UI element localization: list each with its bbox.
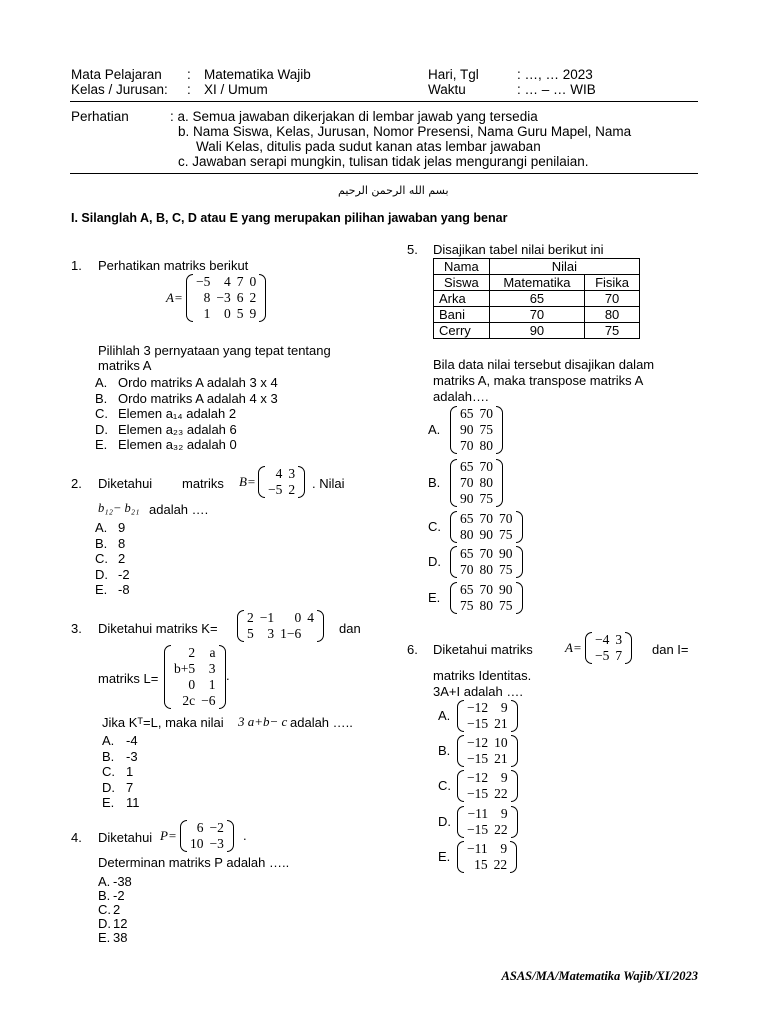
option-text[interactable]: -3 (126, 748, 138, 764)
q6-stem: Diketahui matriks (433, 642, 533, 657)
option-letter[interactable]: D. (98, 916, 111, 931)
matrix-bracket (511, 770, 518, 802)
option-text[interactable]: Elemen a₃₂ adalah 0 (118, 437, 237, 452)
section-title: I. Silanglah A, B, C, D atau E yang merupakan pilihan jawaban yang benar (71, 211, 508, 225)
matrix-cell: b+5 (174, 661, 196, 676)
table-header-name: Nama (434, 259, 490, 275)
matrix-cell: 75 (499, 562, 513, 577)
matrix-bracket (457, 806, 464, 838)
table-cell: Bani (434, 307, 490, 323)
matrix-cell: 80 (479, 562, 493, 577)
option-matrix[interactable] (450, 546, 523, 578)
matrix-cell: 70 (479, 459, 493, 474)
matrix-cell: −2 (209, 820, 224, 835)
matrix-cell: 10 (494, 735, 508, 750)
matrix-cell: 4 (307, 610, 314, 625)
option-letter[interactable]: A. (428, 422, 441, 437)
option-matrix[interactable] (457, 770, 518, 802)
q1-stem: Perhatikan matriks berikut (98, 258, 249, 273)
class-value: XI / Umum (204, 82, 268, 97)
option-letter[interactable]: E. (95, 582, 108, 597)
matrix-cell: 9 (249, 306, 257, 321)
q2-stem: Diketahui (98, 476, 153, 491)
option-matrix[interactable] (457, 806, 518, 838)
period: . (226, 668, 230, 683)
matrix-cell: 10 (190, 836, 204, 851)
matrix-cell: 70 (479, 582, 493, 597)
q3-stem: adalah ….. (290, 715, 353, 730)
time-label: Waktu (428, 82, 466, 97)
matrix-cell: 80 (479, 598, 493, 613)
q6-stem: 3A+I adalah …. (433, 684, 523, 699)
matrix-cell: 90 (499, 582, 513, 597)
matrix-bracket (511, 806, 518, 838)
matrix-cell: 0 (294, 610, 302, 625)
notice-a: : a. Semua jawaban dikerjakan di lembar jawab yang tersedia (170, 109, 538, 124)
table-header-name2: Siswa (434, 275, 490, 291)
option-letter[interactable]: A. (438, 708, 451, 723)
matrix-cell: 70 (460, 562, 474, 577)
option-letter[interactable]: E. (102, 795, 115, 810)
option-matrix[interactable] (450, 459, 503, 507)
q3-stem: Jika Kᵀ=L, maka nilai (102, 715, 224, 730)
matrix-bracket (496, 459, 503, 507)
q6-matrix (585, 632, 632, 664)
q3-stem: dan (339, 621, 361, 636)
matrix-cell: 2c (182, 693, 196, 708)
option-text[interactable]: Ordo matriks A adalah 3 x 4 (118, 375, 278, 390)
table-header-nilai: Nilai (489, 259, 639, 275)
option-letter[interactable]: B. (102, 748, 115, 764)
matrix-bracket (585, 632, 592, 664)
table-cell: Arka (434, 291, 490, 307)
matrix-cell: −5 (196, 274, 211, 289)
matrix-cell: −6 (201, 693, 216, 708)
q6-stem: matriks Identitas. (433, 668, 532, 683)
matrix-bracket (450, 582, 457, 614)
option-matrix[interactable] (450, 406, 503, 454)
colon: : (187, 67, 191, 82)
option-matrix[interactable] (457, 735, 518, 767)
matrix-cell: 9 (500, 700, 508, 715)
matrix-cell: 22 (493, 857, 508, 872)
matrix-cell: 22 (494, 822, 508, 837)
matrix-cell: 4 (275, 466, 283, 481)
notice-b2: Wali Kelas, ditulis pada sudut kanan atas lembar jawaban (196, 139, 541, 154)
table-cell: 90 (489, 323, 584, 339)
q2-matrix (258, 466, 305, 498)
matrix-cell: 75 (499, 527, 513, 542)
matrix-cell: 8 (203, 290, 211, 305)
option-letter[interactable]: C. (95, 551, 108, 566)
matrix-cell: 9 (500, 806, 508, 821)
table-cell: 70 (585, 291, 640, 307)
matrix-cell: 75 (479, 491, 493, 506)
matrix-cell: 3 (267, 626, 275, 641)
subject-value: Matematika Wajib (204, 67, 311, 82)
q4-matrix (180, 820, 234, 852)
option-letter[interactable]: A. (95, 520, 108, 535)
notice-divider (70, 173, 698, 174)
option-text[interactable]: -4 (126, 733, 138, 748)
q1-stem2: Pilihlah 3 pernyataan yang tepat tentang (98, 343, 331, 358)
matrix-cell: 22 (494, 786, 508, 801)
matrix-cell: 2 (247, 610, 254, 625)
matrix-cell: 80 (460, 527, 474, 542)
matrix-cell: 90 (499, 546, 513, 561)
option-letter[interactable]: B. (438, 743, 451, 758)
option-matrix[interactable] (457, 841, 517, 873)
q1-matrix (186, 274, 266, 322)
matrix-cell: 9 (500, 841, 508, 856)
matrix-cell: 3 (208, 661, 216, 676)
matrix-bracket (510, 841, 517, 873)
matrix-bracket (625, 632, 632, 664)
q5-number: 5. (407, 242, 418, 257)
matrix-cell: −3 (216, 290, 231, 305)
q3-matrix-l (164, 645, 226, 709)
matrix-bracket (258, 466, 265, 498)
matrix-bracket (516, 511, 523, 543)
matrix-cell: 80 (479, 438, 493, 453)
table-cell: 75 (585, 323, 640, 339)
matrix-cell: 70 (479, 546, 493, 561)
matrix-bracket (511, 700, 518, 732)
matrix-bracket (457, 841, 464, 873)
matrix-cell: −12 (467, 700, 489, 715)
matrix-bracket (219, 645, 226, 709)
option-letter[interactable]: C. (428, 519, 441, 534)
q4-matrix-name: P= (160, 828, 177, 843)
matrix-bracket (457, 700, 464, 732)
matrix-bracket (516, 546, 523, 578)
option-text[interactable]: 12 (113, 916, 128, 931)
matrix-bracket (457, 735, 464, 767)
matrix-bracket (457, 770, 464, 802)
option-text[interactable]: Elemen a₁₄ adalah 2 (118, 406, 237, 421)
matrix-bracket (180, 820, 187, 852)
matrix-cell: 0 (249, 274, 257, 289)
matrix-bracket (186, 274, 193, 322)
matrix-cell: 7 (236, 274, 244, 289)
matrix-bracket (164, 645, 171, 709)
matrix-bracket (450, 546, 457, 578)
matrix-cell: 7 (615, 648, 623, 663)
matrix-cell: 3 (288, 466, 296, 481)
matrix-bracket (298, 466, 305, 498)
q3-stem: Diketahui matriks K= (98, 621, 218, 636)
option-letter[interactable]: A. (102, 733, 115, 748)
q1-stem2b: matriks A (98, 358, 152, 373)
class-label: Kelas / Jurusan: (71, 82, 168, 97)
matrix-cell: −3 (209, 836, 224, 851)
option-text[interactable]: Ordo matriks A adalah 4 x 3 (118, 390, 278, 406)
matrix-cell: −15 (467, 822, 489, 837)
header-divider (70, 101, 698, 102)
matrix-cell: 2 (249, 290, 257, 305)
matrix-cell: 1−6 (280, 626, 302, 641)
option-letter[interactable]: B. (95, 390, 108, 406)
matrix-bracket (237, 610, 244, 642)
table-cell: 70 (489, 307, 584, 323)
option-text[interactable]: 38 (113, 930, 128, 945)
subject-label: Mata Pelajaran (71, 67, 162, 82)
matrix-cell: 70 (479, 406, 493, 421)
option-letter[interactable]: B. (98, 888, 111, 903)
period: . (243, 828, 247, 843)
matrix-cell: −11 (467, 806, 489, 821)
option-text[interactable]: -2 (113, 888, 125, 903)
matrix-cell: 0 (224, 306, 231, 321)
matrix-bracket (450, 459, 457, 507)
matrix-cell: 65 (460, 546, 474, 561)
q5-score-table (433, 258, 640, 339)
matrix-bracket (450, 406, 457, 454)
option-text[interactable]: 7 (126, 779, 134, 795)
matrix-cell: 2 (188, 645, 196, 660)
matrix-cell: 9 (500, 770, 508, 785)
matrix-cell: 2 (288, 482, 296, 497)
matrix-cell: 65 (460, 406, 474, 421)
option-text[interactable]: 11 (126, 795, 140, 810)
matrix-cell: −11 (467, 841, 488, 856)
matrix-cell: −1 (259, 610, 275, 625)
table-cell: Cerry (434, 323, 490, 339)
matrix-cell: 1 (208, 677, 216, 692)
q5-stem2: matriks A, maka transpose matriks A (433, 373, 644, 388)
q6-matrix-name: A= (565, 640, 582, 655)
option-letter[interactable]: E. (95, 437, 108, 452)
footer-code: ASAS/MA/Matematika Wajib/XI/2023 (501, 969, 698, 983)
option-matrix[interactable] (450, 582, 523, 614)
option-letter[interactable]: C. (102, 764, 115, 779)
option-text[interactable]: -2 (118, 566, 130, 582)
matrix-bracket (227, 820, 234, 852)
q4-number: 4. (71, 830, 82, 845)
q3-stem: matriks L= (98, 671, 159, 686)
matrix-cell: 70 (460, 475, 474, 490)
notice-c: c. Jawaban serapi mungkin, tulisan tidak jelas mengurangi penilaian. (178, 154, 589, 169)
option-text[interactable]: 1 (126, 764, 134, 779)
matrix-cell: 90 (460, 491, 474, 506)
table-cell: 80 (585, 307, 640, 323)
option-letter[interactable]: C. (438, 778, 451, 793)
q1-number: 1. (71, 258, 82, 273)
matrix-cell: −4 (595, 632, 610, 647)
option-text[interactable]: Elemen a₂₃ adalah 6 (118, 421, 237, 437)
table-header-fis: Fisika (585, 275, 640, 291)
matrix-cell: 70 (499, 511, 513, 526)
matrix-cell: −12 (467, 770, 489, 785)
matrix-cell: −15 (467, 786, 489, 801)
matrix-cell: 6 (196, 820, 204, 835)
matrix-bracket (511, 735, 518, 767)
matrix-cell: 21 (494, 716, 508, 731)
matrix-cell: −5 (268, 482, 283, 497)
matrix-cell: 6 (236, 290, 244, 305)
option-letter[interactable]: D. (102, 779, 115, 795)
matrix-cell: 1 (203, 306, 211, 321)
option-letter[interactable]: E. (438, 849, 451, 864)
q6-stem: dan I= (652, 642, 689, 657)
matrix-cell: 70 (479, 511, 493, 526)
option-letter[interactable]: A. (95, 375, 108, 390)
q2-stem: matriks (182, 476, 224, 491)
option-letter[interactable]: A. (98, 874, 111, 889)
matrix-cell: 75 (479, 422, 493, 437)
matrix-cell: 75 (499, 598, 513, 613)
matrix-cell: 21 (494, 751, 508, 766)
matrix-bracket (516, 582, 523, 614)
matrix-cell: 65 (460, 459, 474, 474)
matrix-cell: 5 (247, 626, 254, 641)
matrix-cell: 65 (460, 582, 474, 597)
option-text[interactable]: 2 (118, 551, 126, 566)
matrix-cell: 90 (460, 422, 474, 437)
option-text[interactable]: 2 (113, 902, 121, 917)
q6-number: 6. (407, 642, 418, 657)
q3-number: 3. (71, 621, 82, 636)
q2-number: 2. (71, 476, 82, 491)
q2-matrix-name: B= (239, 474, 256, 489)
q2-expression: b₁₂− b₂₁ (98, 501, 140, 515)
matrix-cell: 90 (479, 527, 493, 542)
matrix-cell: 5 (236, 306, 244, 321)
day-value: : …, … 2023 (517, 67, 593, 82)
matrix-cell: 15 (474, 857, 488, 872)
q1-matrix-name: A= (166, 290, 183, 305)
option-letter[interactable]: C. (95, 406, 108, 421)
time-value: : … – … WIB (517, 82, 596, 97)
matrix-cell: 0 (188, 677, 196, 692)
matrix-cell: −15 (467, 751, 489, 766)
option-letter[interactable]: E. (98, 930, 111, 945)
notice-label: Perhatian (71, 109, 129, 124)
option-letter[interactable]: D. (438, 814, 451, 829)
matrix-bracket (259, 274, 266, 322)
matrix-cell: −15 (467, 716, 489, 731)
option-letter[interactable]: D. (95, 421, 108, 437)
matrix-cell: 80 (479, 475, 493, 490)
option-letter[interactable]: D. (95, 566, 108, 582)
option-text[interactable]: -8 (118, 582, 130, 597)
day-label: Hari, Tgl (428, 67, 479, 82)
notice-b: b. Nama Siswa, Kelas, Jurusan, Nomor Presensi, Nama Guru Mapel, Nama (178, 124, 632, 139)
q4-stem: Determinan matriks P adalah ….. (98, 855, 290, 870)
matrix-cell: 75 (460, 598, 474, 613)
colon: : (187, 82, 191, 97)
q3-matrix-k (237, 610, 324, 642)
option-matrix[interactable] (450, 511, 523, 543)
q5-stem2: adalah…. (433, 389, 489, 404)
matrix-cell: −5 (595, 648, 610, 663)
table-header-mat: Matematika (489, 275, 584, 291)
option-matrix[interactable] (457, 700, 518, 732)
q4-stem: Diketahui (98, 830, 153, 845)
matrix-cell: a (209, 645, 216, 660)
option-letter[interactable]: B. (428, 475, 441, 490)
matrix-cell: 3 (615, 632, 623, 647)
table-cell: 65 (489, 291, 584, 307)
option-text[interactable]: 9 (118, 520, 126, 535)
q2-stem: adalah …. (149, 502, 209, 517)
matrix-cell: 70 (460, 438, 474, 453)
option-letter[interactable]: C. (98, 902, 111, 917)
q5-stem2: Bila data nilai tersebut disajikan dalam (433, 357, 655, 372)
matrix-cell: −12 (467, 735, 489, 750)
matrix-bracket (450, 511, 457, 543)
matrix-cell: 65 (460, 511, 474, 526)
option-letter[interactable]: D. (428, 554, 441, 569)
matrix-bracket (317, 610, 324, 642)
matrix-cell: 4 (224, 274, 231, 289)
q5-stem: Disajikan tabel nilai berikut ini (433, 242, 604, 257)
option-letter[interactable]: E. (428, 590, 441, 605)
basmalah-calligraphy: بسم الله الرحمن الرحيم (338, 184, 449, 197)
q2-stem: . Nilai (312, 476, 345, 491)
matrix-bracket (496, 406, 503, 454)
q3-expression: 3 a+b− c (238, 714, 288, 729)
option-text[interactable]: 8 (118, 535, 126, 551)
option-text[interactable]: -38 (113, 874, 132, 889)
option-letter[interactable]: B. (95, 535, 108, 551)
